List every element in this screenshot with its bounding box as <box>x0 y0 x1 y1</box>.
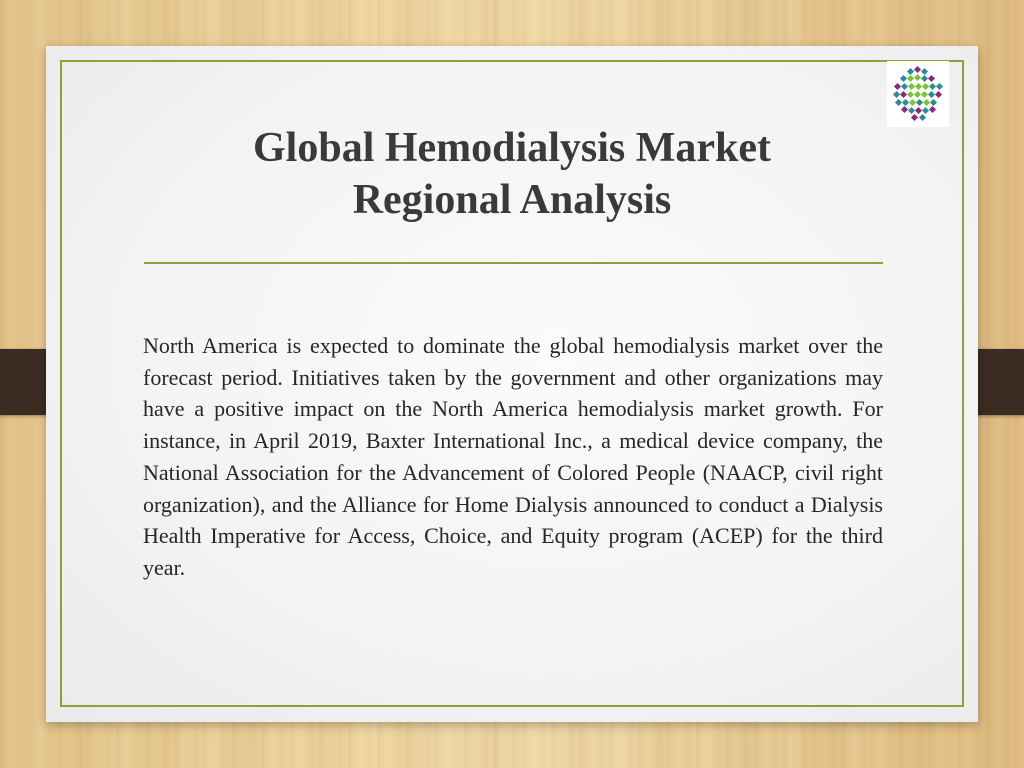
slide-card <box>46 46 978 722</box>
slide-title <box>96 122 928 226</box>
dotted-globe-logo-icon <box>887 61 949 127</box>
title-divider <box>144 262 883 264</box>
slide-title-line-1: Global Hemodialysis Market <box>253 125 771 171</box>
company-logo <box>887 61 949 127</box>
slide-title-line-2: Regional Analysis <box>352 177 672 223</box>
slide-body-paragraph: North America is expected to dominate the global hemodialysis market over the forecast period. Initiatives taken by the government and other organizations may have a positive impact on the North America hemodialysis market growth. For instance, in April 2019, Baxter International Inc., a medical device company, the National Association for the Advancement of Colored People (NAACP, civil right organization), and the Alliance for Home Dialysis announced to conduct a Dialysis Health Imperative for Access, Choice, and Equity program (ACEP) for the third year. <box>143 333 883 580</box>
